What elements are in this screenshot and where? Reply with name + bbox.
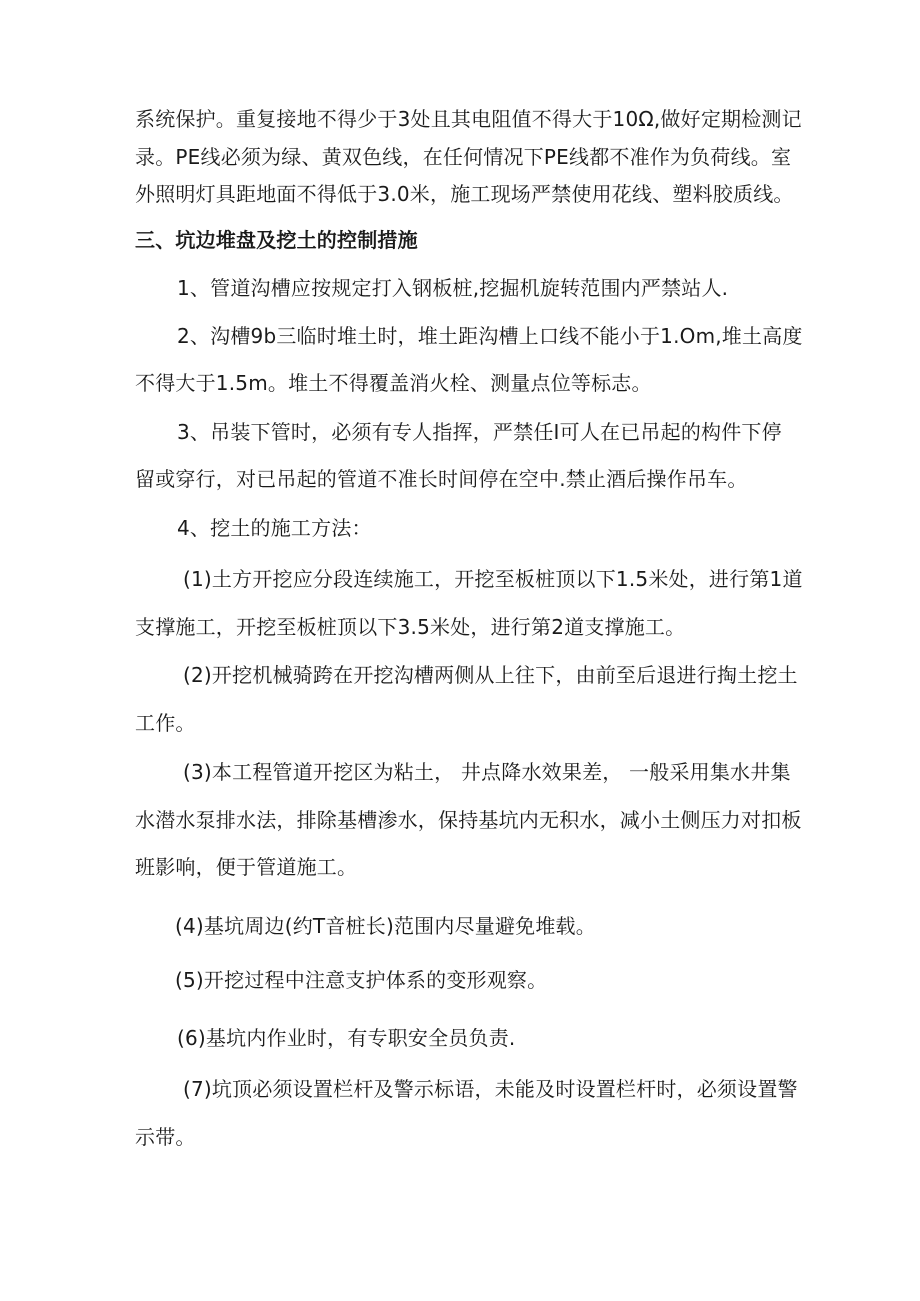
text-line: 录。PE线必须为绿、黄双色线，在任何情况下PE线都不准作为负荷线。室 <box>135 145 792 169</box>
text-line: 班影响，便于管道施工。 <box>135 855 358 879</box>
text-line: (7)坑顶必须设置栏杆及警示标语，未能及时设置栏杆时，必须设置警 <box>183 1077 798 1101</box>
text-line: (2)开挖机械骑跨在开挖沟槽两侧从上往下，由前至后退进行掏土挖土 <box>183 663 798 687</box>
text-line: (6)基坑内作业时，有专职安全员负责. <box>177 1026 516 1050</box>
text-line: 水潜水泵排水法，排除基槽渗水，保持基坑内无积水，减小土侧压力对扣板 <box>135 808 802 832</box>
text-line: 系统保护。重复接地不得少于3处且其电阻值不得大于10Ω,做好定期检测记 <box>135 107 802 131</box>
text-line: 3、吊装下管时，必须有专人指挥，严禁任I可人在已吊起的构件下停 <box>177 420 782 444</box>
text-line: (5)开挖过程中注意支护体系的变形观察。 <box>175 968 548 992</box>
text-line: 1、管道沟槽应按规定打入钢板桩,挖掘机旋转范围内严禁站人. <box>177 276 729 300</box>
text-line: 支撑施工，开挖至板桩顶以下3.5米处，进行第2道支撑施工。 <box>135 615 686 639</box>
text-line: 4、挖土的施工方法： <box>177 516 372 540</box>
text-line: 工作。 <box>135 711 196 735</box>
text-line: 不得大于1.5m。堆土不得覆盖消火栓、测量点位等标志。 <box>135 371 652 395</box>
text-line: (1)土方开挖应分段连续施工，开挖至板桩顶以下1.5米处，进行第1道 <box>183 567 803 591</box>
text-line: 2、沟槽9b三临时堆土时，堆土距沟槽上口线不能小于1.Om,堆土高度 <box>177 324 803 348</box>
text-line: 示带。 <box>135 1125 196 1149</box>
text-line: (4)基坑周边(约T音桩长)范围内尽量避免堆载。 <box>175 914 596 938</box>
text-line: 留或穿行，对已吊起的管道不准长时间停在空中.禁止酒后操作吊车。 <box>135 467 748 491</box>
text-line: 外照明灯具距地面不得低于3.0米，施工现场严禁使用花线、塑料胶质线。 <box>135 182 794 206</box>
section-heading: 三、坑边堆盘及挖土的控制措施 <box>135 228 418 252</box>
text-line: (3)本工程管道开挖区为粘土， 井点降水效果差， 一般采用集水井集 <box>183 760 791 784</box>
